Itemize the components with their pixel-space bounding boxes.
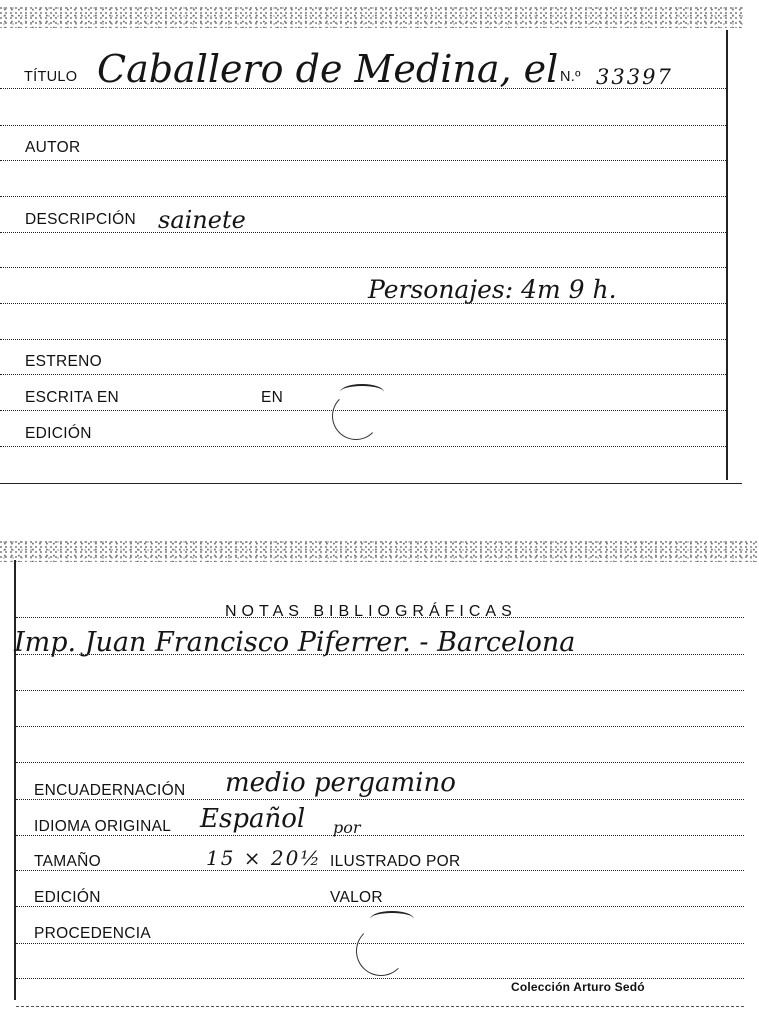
row-line-notas-3 <box>16 690 744 691</box>
encuadernacion-label: ENCUADERNACIÓN <box>34 782 186 799</box>
idioma-original-label: IDIOMA ORIGINAL <box>34 818 172 835</box>
row-line-blank-3 <box>0 267 726 268</box>
row-line-notas-4 <box>16 726 744 727</box>
ilustrado-por-label: ILUSTRADO POR <box>330 853 461 870</box>
punch-hole-outline-2 <box>356 926 406 976</box>
row-line-blank-end <box>16 978 744 979</box>
descripcion-value: sainete <box>158 206 246 234</box>
punch-hole-mark-2 <box>370 911 414 927</box>
row-line-blank-4 <box>0 339 726 340</box>
encuadernacion-value: medio pergamino <box>225 768 456 798</box>
row-line-blank-1 <box>0 125 726 126</box>
titulo-label: TÍTULO <box>24 69 78 85</box>
notas-value: Imp. Juan Francisco Piferrer. - Barcelona <box>14 627 576 658</box>
row-line-blank-2 <box>0 196 726 197</box>
row-line-tamano <box>16 870 744 871</box>
row-line-personajes <box>0 303 726 304</box>
row-line-notas-5 <box>16 762 744 763</box>
row-line-idioma <box>16 835 744 836</box>
row-line-descripcion <box>0 232 726 233</box>
row-line-edicion-2 <box>16 906 744 907</box>
edicion-label: EDICIÓN <box>25 425 92 442</box>
personajes-value: Personajes: 4m 9 h. <box>368 275 617 304</box>
procedencia-label: PROCEDENCIA <box>34 925 151 942</box>
card-left-border <box>14 560 16 1000</box>
card-bottom-line <box>0 483 742 484</box>
coleccion-footer: Colección Arturo Sedó <box>511 980 645 994</box>
row-line-edicion <box>0 446 726 447</box>
autor-label: AUTOR <box>25 139 81 156</box>
escrita-en-label: ESCRITA EN <box>25 389 120 406</box>
row-line-notas-1 <box>16 617 744 618</box>
catalog-card-top <box>0 0 745 495</box>
row-line-notas-2 <box>16 654 744 655</box>
row-line-estreno <box>0 374 726 375</box>
row-line-encuadernacion <box>16 799 744 800</box>
row-line-autor <box>0 160 726 161</box>
en-label: EN <box>261 389 284 406</box>
por-label: por <box>333 818 361 837</box>
numero-value: 33397 <box>596 65 673 89</box>
titulo-value: Caballero de Medina, el <box>97 47 559 91</box>
notas-bibliograficas-title: NOTAS BIBLIOGRÁFICAS <box>225 603 517 620</box>
descripcion-label: DESCRIPCIÓN <box>25 211 136 228</box>
estreno-label: ESTRENO <box>25 353 103 370</box>
numero-label: N.º <box>560 69 581 85</box>
card-right-border <box>726 30 728 480</box>
card-bottom-edge <box>16 1006 744 1007</box>
idioma-original-value: Español <box>200 804 306 834</box>
edicion-label-2: EDICIÓN <box>34 889 101 906</box>
valor-label: VALOR <box>330 889 383 906</box>
card-bottom-edge-texture <box>0 540 759 562</box>
tamano-value: 15 × 20½ <box>206 846 322 870</box>
catalog-card-bottom <box>0 538 759 1028</box>
punch-hole-outline <box>332 392 380 440</box>
card-top-edge-texture <box>0 6 745 28</box>
tamano-label: TAMAÑO <box>34 853 101 870</box>
